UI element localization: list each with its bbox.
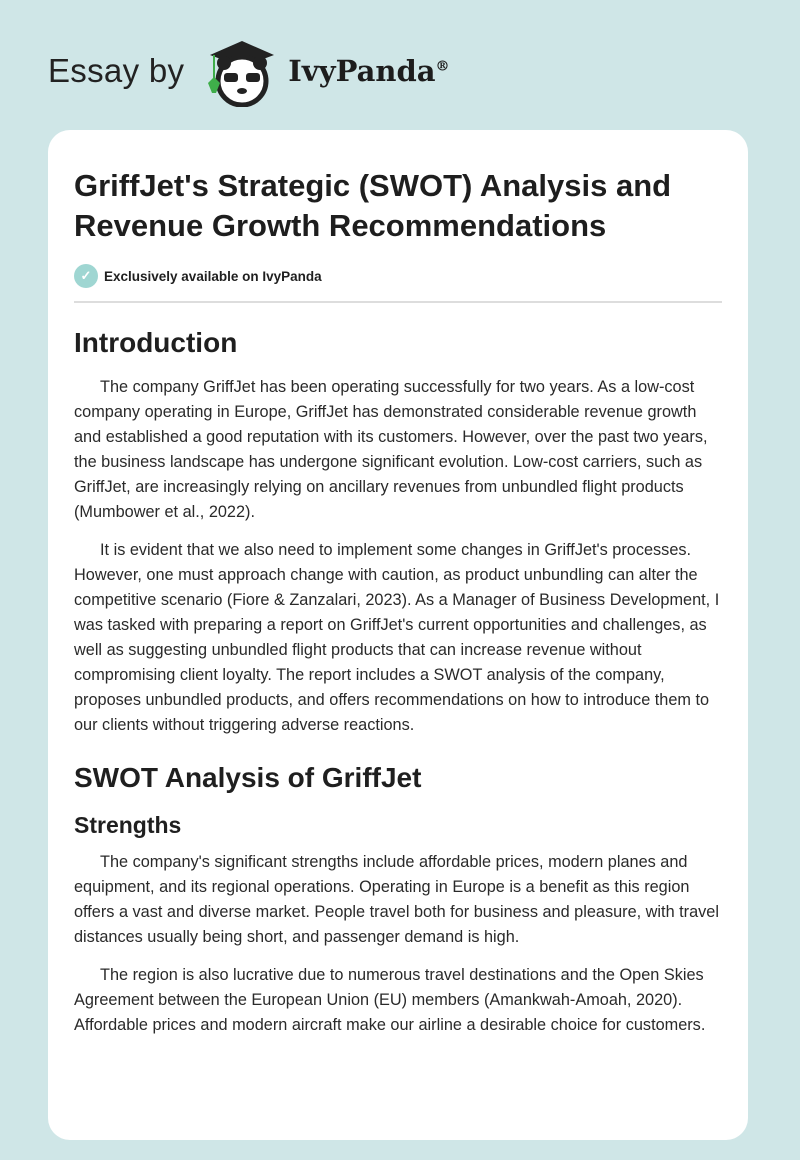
subsection-heading: Strengths	[74, 812, 182, 838]
essay-by-label: Essay by	[48, 52, 185, 89]
article-title: GriffJet's Strategic (SWOT) Analysis and Revenue Growth Recommendations	[74, 168, 672, 243]
article-card	[48, 130, 748, 1140]
registered-mark: ®	[435, 58, 450, 75]
paragraph: The company's significant strengths include affordable prices, modern planes and equipment, and its regional operations. Operating in Europe is a benefit as this region offers a vast and diverse market. People travel both for business and pleasure, with travel distances usually being short, and passenger demand is high.	[74, 853, 719, 946]
paragraph: The region is also lucrative due to numerous travel destinations and the Open Skies Agreement between the European Union (EU) members (Amankwah-Amoah, 2020). Affordable prices and modern aircraft make our airline a desirable choice for customers.	[74, 966, 706, 1034]
section-heading: Introduction	[74, 327, 238, 358]
brand-name	[288, 54, 449, 88]
paragraph: It is evident that we also need to implement some changes in GriffJet's processes. However, one must approach change with caution, as product unbundling can alter the competitive scenario (Fiore & Zanzalari, 2023). As a Manager of Business Development, I was tasked with preparing a report on GriffJet's current opportunities and challenges, as well as suggesting unbundled flight products that can increase revenue without compromising client loyalty. The report includes a SWOT analysis of the company, proposes unbundled products, and offers recommendations on how to introduce them to our clients without triggering adverse reactions.	[74, 541, 720, 734]
check-icon: ✓	[74, 264, 98, 288]
brand-text: IvyPanda	[288, 54, 436, 88]
exclusive-label: Exclusively available on IvyPanda	[104, 268, 322, 284]
site-header	[48, 36, 450, 106]
ivypanda-logo-icon[interactable]	[204, 35, 280, 107]
section-heading: SWOT Analysis of GriffJet	[74, 762, 422, 793]
divider	[74, 301, 722, 303]
paragraph: The company GriffJet has been operating successfully for two years. As a low-cost company operating in Europe, GriffJet has demonstrated considerable revenue growth and established a good reputation with its customers. However, over the past two years, the business landscape has undergone significant evolution. Low-cost carriers, such as GriffJet, are increasingly relying on ancillary revenues from unbundled flight products (Mumbower et al., 2022).	[74, 378, 708, 521]
exclusive-badge	[74, 264, 722, 288]
